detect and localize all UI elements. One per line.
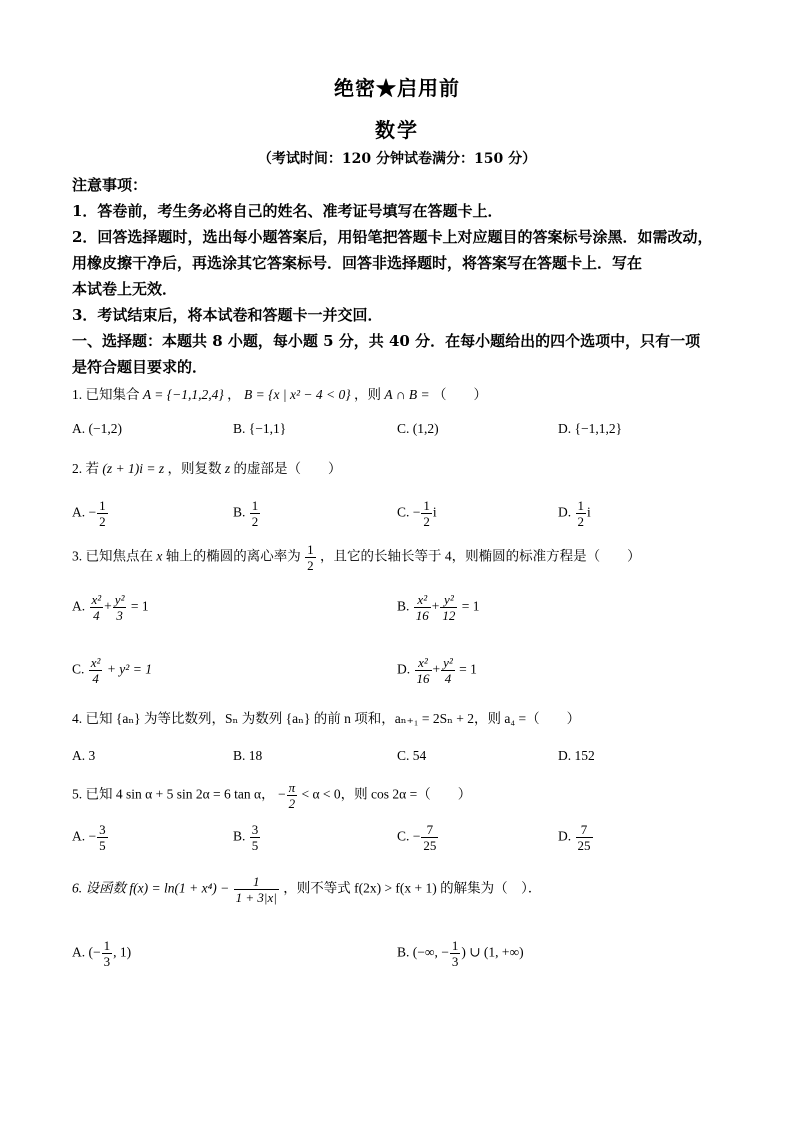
q2-option-b: B. $\frac{1}{2}$ — [233, 498, 259, 529]
q6-function-fraction: $\frac{1}{1 + 3|x|}$ — [235, 874, 277, 905]
subject-title: 数学 — [375, 118, 419, 142]
q2-text-c: 的虚部是（ ） — [233, 461, 342, 476]
q3-option-d: D. $\frac{\text{x²}}{16}$ + $\frac{\text{y²}}{4}$ = 1 — [397, 655, 477, 686]
q2-option-c-fraction: $\frac{1}{2}$ — [423, 498, 430, 529]
q2-option-c: C. − $\frac{1}{2}$ i — [397, 498, 437, 529]
q1-option-c: C. (1,2) — [397, 421, 439, 436]
q2-text-a: 2. 若 — [72, 461, 99, 476]
q3-option-a: A. $\frac{\text{x²}}{4}$ + $\frac{\text{y²}}{3}$ = 1 — [72, 592, 149, 623]
q3-option-b: B. $\frac{\text{x²}}{16}$ + $\frac{\text{y²}}{12}$ = 1 — [397, 592, 480, 623]
q4-option-a: A. 3 — [72, 748, 96, 763]
q1-expr: A ∩ B = — [384, 387, 430, 402]
q1-text-b: ， — [227, 387, 241, 402]
q1-set-b: B = {x | x² − 4 < 0} — [244, 387, 351, 402]
q2-option-a: A. − $\frac{1}{2}$ — [72, 498, 106, 529]
q3-option-c: C. $\frac{\text{x²}}{4}$ + y² = 1 — [72, 655, 152, 686]
q1-option-d: D. {−1,1,2} — [558, 421, 623, 436]
q2-option-d-fraction: $\frac{1}{2}$ — [577, 498, 584, 529]
q3-text-a: 3. 已知焦点在 — [72, 548, 153, 564]
q2-expr: (z + 1)i = z — [102, 461, 165, 476]
question-1-stem — [72, 384, 732, 406]
q3-var: x — [156, 548, 163, 564]
q2-text-b: ，则复数 — [167, 461, 222, 476]
q5-range-fraction: $\frac{\pi}{2}$ — [288, 780, 296, 811]
q2-option-d: D. $\frac{1}{2}$ i — [558, 498, 591, 529]
q6-text-b: ，则不等式 f(2x) > f(x + 1) 的解集为（ ）． — [283, 880, 542, 896]
q1-option-b: B. {−1,1} — [233, 421, 287, 436]
q2-var: z — [224, 461, 231, 476]
q1-text-c: ，则 — [354, 387, 382, 402]
q5-option-c: C. − $\frac{7}{25}$ — [397, 822, 437, 853]
q2-option-a-fraction: $\frac{1}{2}$ — [99, 498, 106, 529]
confidential-title: 绝密★启用前 — [334, 76, 460, 100]
q6-option-b: B. (−∞, − $\frac{1}{3}$ ) ∪ (1, +∞) — [397, 938, 524, 969]
notice-item-2-line-1: 2．回答选择题时，选出每小题答案后，用铅笔把答题卡上对应题目的答案标号涂黑．如需改动， — [72, 228, 713, 246]
q5-option-b: B. $\frac{3}{5}$ — [233, 822, 259, 853]
q4-option-c: C. 54 — [397, 748, 427, 763]
q2-option-b-fraction: $\frac{1}{2}$ — [251, 498, 259, 529]
q3-text-b: 轴上的椭圆的离心率为 — [165, 548, 301, 564]
question-2-stem — [72, 458, 732, 480]
question-3-stem — [72, 542, 732, 573]
notice-item-2-line-2: 用橡皮擦干净后，再选涂其它答案标号．回答非选择题时，将答案写在答题卡上．写在 — [72, 254, 643, 272]
q1-text-d: （ ） — [433, 387, 488, 402]
q1-text-a: 1. 已知集合 — [72, 387, 140, 402]
question-4-stem: 4. 已知 {aₙ} 为等比数列，Sₙ 为数列 {aₙ} 的前 n 项和，aₙ₊₁ = 2Sₙ + 2，则 a₄ =（ ） — [72, 711, 581, 726]
q6-text-a: 6. 设函数 f(x) = ln(1 + x⁴) − — [72, 880, 230, 896]
notice-item-1: 1．答卷前，考生务必将自己的姓名、准考证号填写在答题卡上． — [72, 202, 503, 220]
notice-heading: 注意事项： — [72, 176, 148, 194]
q5-option-a: A. − $\frac{3}{5}$ — [72, 822, 106, 853]
exam-info: （考试时间：120 分钟试卷满分：150 分） — [257, 151, 537, 167]
q1-option-a: A. (−1,2) — [72, 421, 122, 436]
notice-item-2-line-3: 本试卷上无效． — [72, 280, 178, 298]
q3-eccentricity-fraction: $\frac{1}{2}$ — [307, 542, 314, 573]
q3-text-c: ，且它的长轴长等于 4，则椭圆的标准方程是（ ） — [320, 548, 641, 564]
q6-option-a: A. (− $\frac{1}{3}$ , 1) — [72, 938, 132, 969]
question-6-stem — [72, 874, 732, 905]
question-5-stem: 5. 已知 4 sin α + 5 sin 2α = 6 tan α， − $\frac{\pi}{2}$ < α < 0，则 cos 2α =（ ） — [72, 780, 472, 811]
q1-set-a: A = {−1,1,2,4} — [142, 387, 224, 402]
q5-text-a: 5. 已知 4 sin α + 5 sin 2α = 6 tan α， — [72, 786, 275, 802]
q5-text-b: < α < 0，则 cos 2α =（ ） — [301, 786, 472, 802]
q4-option-d: D. 152 — [558, 748, 595, 763]
q4-option-b: B. 18 — [233, 748, 263, 763]
section-heading-line-1: 一、选择题：本题共 8 小题，每小题 5 分，共 40 分．在每小题给出的四个选项中，只有一项 — [72, 332, 701, 350]
notice-item-3: 3．考试结束后，将本试卷和答题卡一并交回． — [72, 306, 383, 324]
section-heading-line-2: 是符合题目要求的． — [72, 358, 208, 376]
q5-option-d: D. $\frac{7}{25}$ — [558, 822, 591, 853]
